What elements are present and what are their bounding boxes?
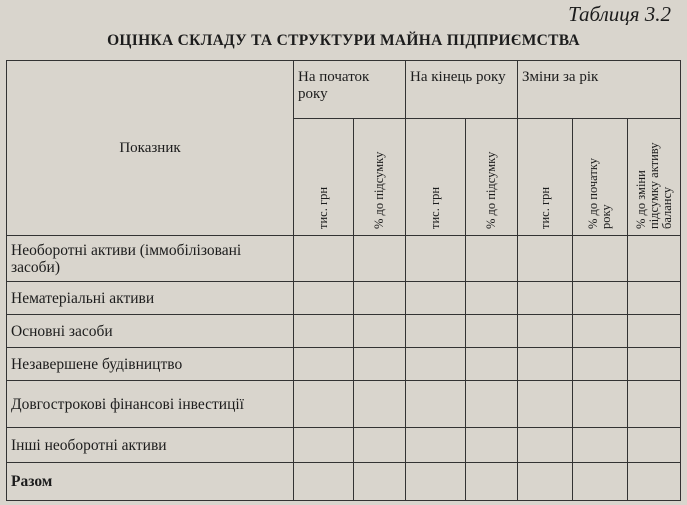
row-label-total: Разом	[7, 463, 294, 501]
group-header-change: Зміни за рік	[518, 61, 681, 119]
subheader-change-pct-total: % до зміни підсумку активу балансу	[628, 119, 681, 236]
group-header-end: На кінець року	[406, 61, 518, 119]
table-row	[7, 282, 681, 315]
row-label: Необоротні активи (іммобілізовані засоби)	[7, 236, 294, 282]
table-row	[7, 348, 681, 381]
row-label: Основні засоби	[7, 315, 294, 348]
table-row	[7, 236, 681, 282]
subheader-start-amount: тис. грн	[294, 119, 354, 236]
table-row-total	[7, 463, 681, 501]
row-label: Довгострокові фінансові інвестиції	[7, 381, 294, 428]
table-row	[7, 428, 681, 463]
table-caption: Таблиця 3.2	[568, 2, 671, 26]
subheader-change-pct-start: % до початку року	[573, 119, 628, 236]
row-label: Незавершене будівництво	[7, 348, 294, 381]
group-header-start: На початок року	[294, 61, 406, 119]
table-row	[7, 315, 681, 348]
table-row	[7, 381, 681, 428]
table-title: ОЦІНКА СКЛАДУ ТА СТРУКТУРИ МАЙНА ПІДПРИЄМСТВА	[107, 32, 580, 49]
subheader-change-amount: тис. грн	[518, 119, 573, 236]
row-label: Нематеріальні активи	[7, 282, 294, 315]
subheader-end-amount: тис. грн	[406, 119, 466, 236]
row-label: Інші необоротні активи	[7, 428, 294, 463]
asset-structure-table	[6, 60, 681, 501]
indicator-header: Показник	[7, 61, 294, 236]
subheader-start-share: % до підсумку	[354, 119, 406, 236]
subheader-end-share: % до підсумку	[466, 119, 518, 236]
